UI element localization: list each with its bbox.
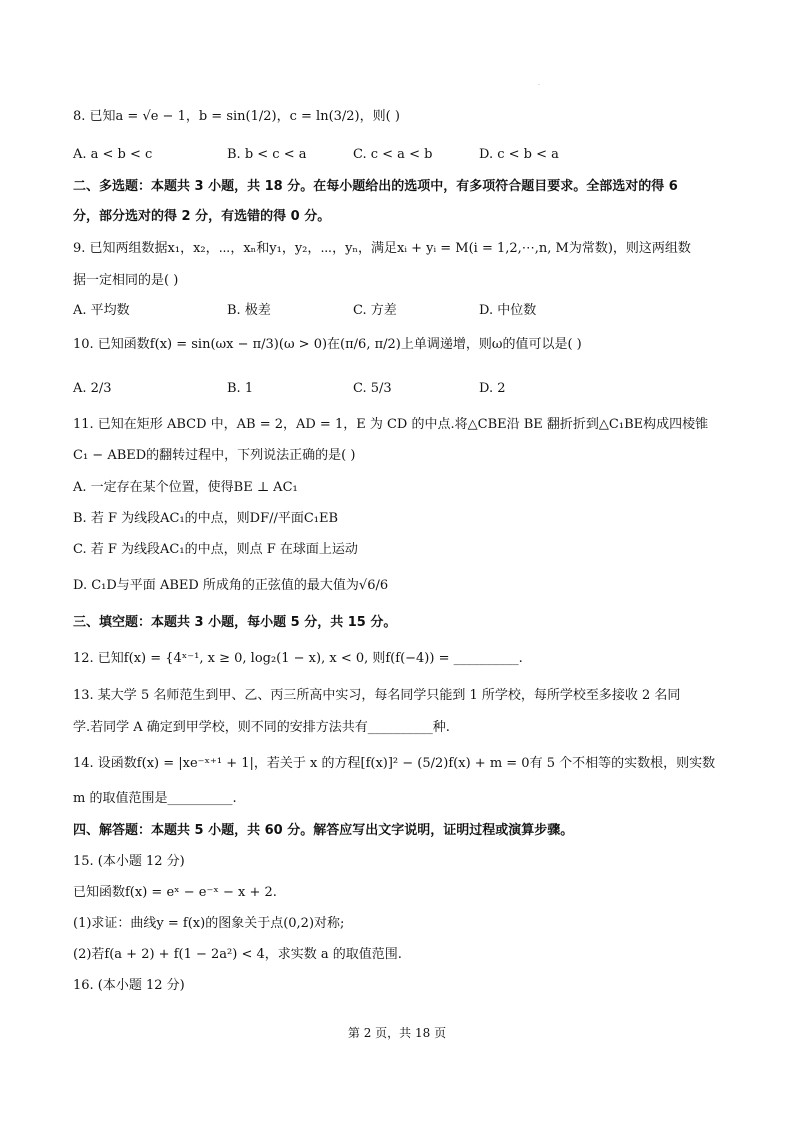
- section4-heading: 四、解答题：本题共 5 小题，共 60 分。解答应写出文字说明，证明过程或演算步骤。: [73, 823, 574, 838]
- section3-heading: 三、填空题：本题共 3 小题，每小题 5 分，共 15 分。: [73, 615, 397, 630]
- q10-stem: 10. 已知函数f(x) = sin(ωx − π/3)(ω > 0)在(π/6, π/2)上单调递增，则ω的值可以是( ): [73, 337, 582, 352]
- q16-header: 16. (本小题 12 分): [73, 978, 185, 993]
- section2-heading-line2: 分，部分选对的得 2 分，有选错的得 0 分。: [73, 209, 331, 224]
- q14-line2: m 的取值范围是__________.: [73, 791, 237, 806]
- q8-option-c: C. c < a < b: [353, 147, 433, 162]
- q13-line1: 13. 某大学 5 名师范生到甲、乙、丙三所高中实习，每名同学只能到 1 所学校，每所学校至多接收 2 名同: [73, 688, 681, 703]
- page-footer: 第 2 页，共 18 页: [347, 1026, 447, 1040]
- q11-stem-line1: 11. 已知在矩形 ABCD 中，AB = 2，AD = 1，E 为 CD 的中点.将△CBE沿 BE 翻折折到△C₁BE构成四棱锥: [73, 417, 709, 432]
- scan-dot: .: [538, 80, 540, 87]
- q10-option-d: D. 2: [479, 381, 506, 396]
- q9-stem-line2: 据一定相同的是( ): [73, 273, 179, 288]
- q11-option-b: B. 若 F 为线段AC₁的中点，则DF//平面C₁EB: [73, 511, 339, 526]
- q11-stem-line2: C₁ − ABED的翻转过程中，下列说法正确的是( ): [73, 448, 356, 463]
- q9-option-c: C. 方差: [353, 303, 397, 318]
- q8-stem: 8. 已知a = √e − 1，b = sin(1/2)，c = ln(3/2)，则( ): [73, 109, 400, 124]
- q11-option-a: A. 一定存在某个位置，使得BE ⊥ AC₁: [73, 480, 298, 495]
- q8-option-a: A. a < b < c: [73, 147, 153, 162]
- q10-option-a: A. 2/3: [73, 381, 112, 396]
- q15-stem: 已知函数f(x) = eˣ − e⁻ˣ − x + 2.: [73, 885, 277, 900]
- q15-header: 15. (本小题 12 分): [73, 854, 185, 869]
- q8-option-d: D. c < b < a: [479, 147, 559, 162]
- q9-stem-line1: 9. 已知两组数据x₁，x₂，⋯，xₙ和y₁，y₂，⋯，yₙ，满足xᵢ + yᵢ = M(i = 1,2,⋯,n, M为常数)，则这两组数: [73, 241, 691, 256]
- q14-line1: 14. 设函数f(x) = |xe⁻ˣ⁺¹ + 1|，若关于 x 的方程[f(x)]² − (5/2)f(x) + m = 0有 5 个不相等的实数根，则实数: [73, 756, 716, 771]
- q9-option-a: A. 平均数: [73, 303, 130, 318]
- q9-option-d: D. 中位数: [479, 303, 537, 318]
- q11-option-d: D. C₁D与平面 ABED 所成角的正弦值的最大值为√6/6: [73, 578, 389, 593]
- q8-option-b: B. b < c < a: [227, 147, 307, 162]
- q10-option-c: C. 5/3: [353, 381, 392, 396]
- q15-part1: (1)求证：曲线y = f(x)的图象关于点(0,2)对称;: [73, 916, 345, 931]
- q10-option-b: B. 1: [227, 381, 254, 396]
- q13-line2: 学.若同学 A 确定到甲学校，则不同的安排方法共有__________种.: [73, 720, 450, 735]
- section2-heading-line1: 二、多选题：本题共 3 小题，共 18 分。在每小题给出的选项中，有多项符合题目要求。全部选对的得 6: [73, 179, 678, 194]
- q15-part2: (2)若f(a + 2) + f(1 − 2a²) < 4，求实数 a 的取值范围.: [73, 947, 402, 962]
- q12-text: 12. 已知f(x) = {4ˣ⁻¹, x ≥ 0, log₂(1 − x), x < 0, 则f(f(−4)) = __________.: [73, 651, 523, 666]
- q11-option-c: C. 若 F 为线段AC₁的中点，则点 F 在球面上运动: [73, 542, 358, 557]
- q9-option-b: B. 极差: [227, 303, 271, 318]
